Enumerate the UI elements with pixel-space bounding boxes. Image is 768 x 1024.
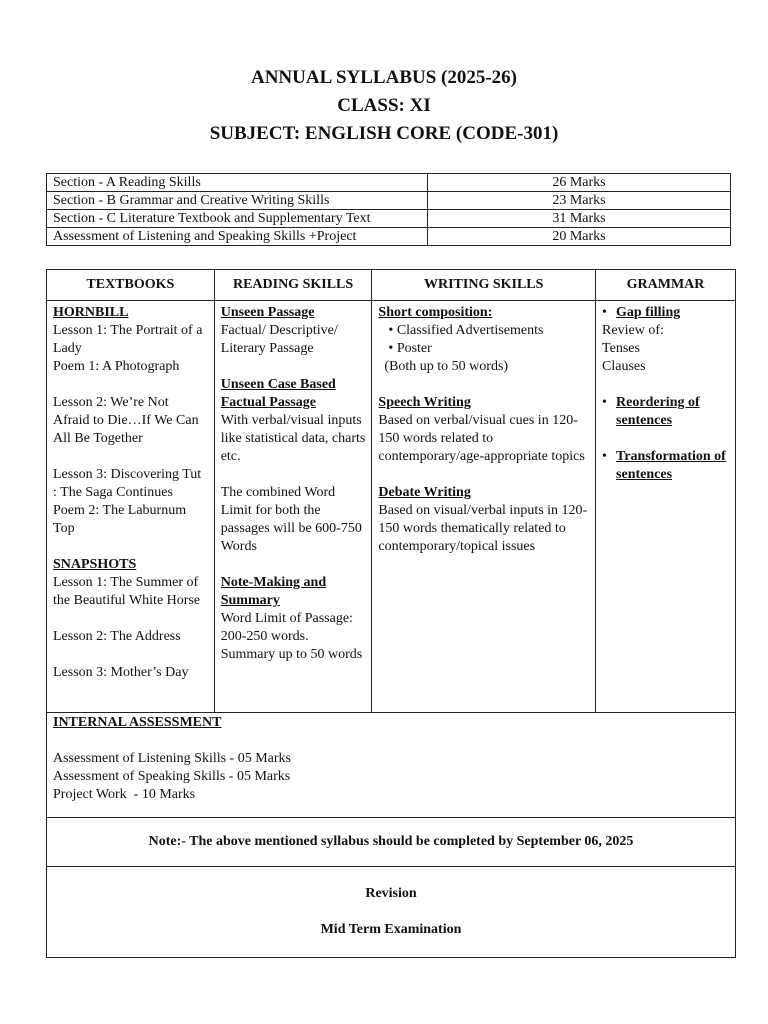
reading-heading: Unseen Case Based Factual Passage [220, 377, 336, 410]
grammar-text: Tenses [602, 341, 640, 356]
header-row [47, 270, 736, 301]
writing-heading: Speech Writing [378, 395, 471, 410]
reading-text: With verbal/visual inputs like statistical data, charts etc. [220, 413, 366, 464]
bullet-item: • Poster [378, 340, 589, 358]
section-name: Assessment of Listening and Speaking Skills +Project [47, 228, 428, 246]
grammar-item: • Gap filling [602, 304, 729, 322]
grammar-text: Clauses [602, 359, 646, 374]
internal-item: Assessment of Speaking Skills - 05 Marks [53, 769, 291, 784]
writing-heading: Short composition: [378, 305, 493, 320]
grammar-item: • Transformation of sentences [602, 448, 729, 484]
title-subject: SUBJECT: ENGLISH CORE (CODE-301) [209, 123, 559, 144]
reading-text: Factual/ Descriptive/ Literary Passage [220, 323, 338, 356]
lesson-item: Lesson 3: Mother’s Day [53, 665, 189, 680]
note-text: Note:- The above mentioned syllabus should be completed by September 06, 2025 [47, 818, 736, 867]
header-textbooks: TEXTBOOKS [47, 270, 215, 301]
section-marks: 23 Marks [428, 192, 731, 210]
lesson-item: Lesson 3: Discovering Tut : The Saga Continues [53, 467, 202, 500]
internal-assessment-cell [47, 713, 736, 818]
section-marks: 31 Marks [428, 210, 731, 228]
reading-text: The combined Word Limit for both the passages will be 600-750 Words [220, 485, 362, 554]
document-titles [0, 64, 768, 148]
reading-heading: Note-Making and Summary [220, 575, 327, 608]
title-class: CLASS: XI [337, 95, 431, 116]
title-syllabus: ANNUAL SYLLABUS (2025-26) [250, 67, 518, 88]
reading-text: Summary up to 50 words [220, 647, 363, 662]
grammar-cell [596, 301, 736, 713]
internal-heading: INTERNAL ASSESSMENT [53, 715, 222, 730]
poem-item: Poem 2: The Laburnum Top [53, 503, 187, 536]
reading-heading: Unseen Passage [220, 305, 315, 320]
internal-item: Assessment of Listening Skills - 05 Marks [53, 751, 291, 766]
section-name: Section - C Literature Textbook and Supplementary Text [47, 210, 428, 228]
writing-heading: Debate Writing [378, 485, 471, 500]
grammar-text: Review of: [602, 323, 664, 338]
section-marks: 26 Marks [428, 174, 731, 192]
midterm-text: Mid Term Examination [320, 922, 462, 937]
reading-cell [214, 301, 372, 713]
lesson-item: Lesson 1: The Portrait of a Lady [53, 323, 203, 356]
writing-cell [372, 301, 596, 713]
header-reading: READING SKILLS [214, 270, 372, 301]
lesson-item: Lesson 1: The Summer of the Beautiful White Horse [53, 575, 201, 608]
revision-row [47, 867, 736, 958]
lesson-item: Lesson 2: We’re Not Afraid to Die…If We Can All Be Together [53, 395, 199, 446]
internal-item: Project Work - 10 Marks [53, 787, 196, 802]
section-marks: 20 Marks [428, 228, 731, 246]
revision-text: Revision [365, 886, 417, 901]
writing-text: Based on verbal/visual cues in 120-150 words related to contemporary/age-appropriate topics [378, 413, 585, 464]
revision-cell [47, 867, 736, 958]
marks-table [46, 173, 731, 246]
writing-text: Based on visual/verbal inputs in 120-150 words thematically related to contemporary/topical issues [378, 503, 588, 554]
table-row [47, 174, 731, 192]
poem-item: Poem 1: A Photograph [53, 359, 180, 374]
table-row [47, 192, 731, 210]
header-grammar: GRAMMAR [596, 270, 736, 301]
table-row [47, 228, 731, 246]
header-writing: WRITING SKILLS [372, 270, 596, 301]
syllabus-table [46, 269, 736, 958]
section-name: Section - A Reading Skills [47, 174, 428, 192]
textbooks-cell [47, 301, 215, 713]
snapshots-heading: SNAPSHOTS [53, 557, 137, 572]
hornbill-heading: HORNBILL [53, 305, 129, 320]
bullet-item: • Classified Advertisements [378, 322, 589, 340]
writing-text: (Both up to 50 words) [384, 359, 509, 374]
grammar-item: • Reordering of sentences [602, 394, 729, 430]
internal-row [47, 713, 736, 818]
lesson-item: Lesson 2: The Address [53, 629, 181, 644]
note-row [47, 818, 736, 867]
content-row [47, 301, 736, 713]
reading-text: Word Limit of Passage: 200-250 words. [220, 611, 353, 644]
section-name: Section - B Grammar and Creative Writing Skills [47, 192, 428, 210]
table-row [47, 210, 731, 228]
